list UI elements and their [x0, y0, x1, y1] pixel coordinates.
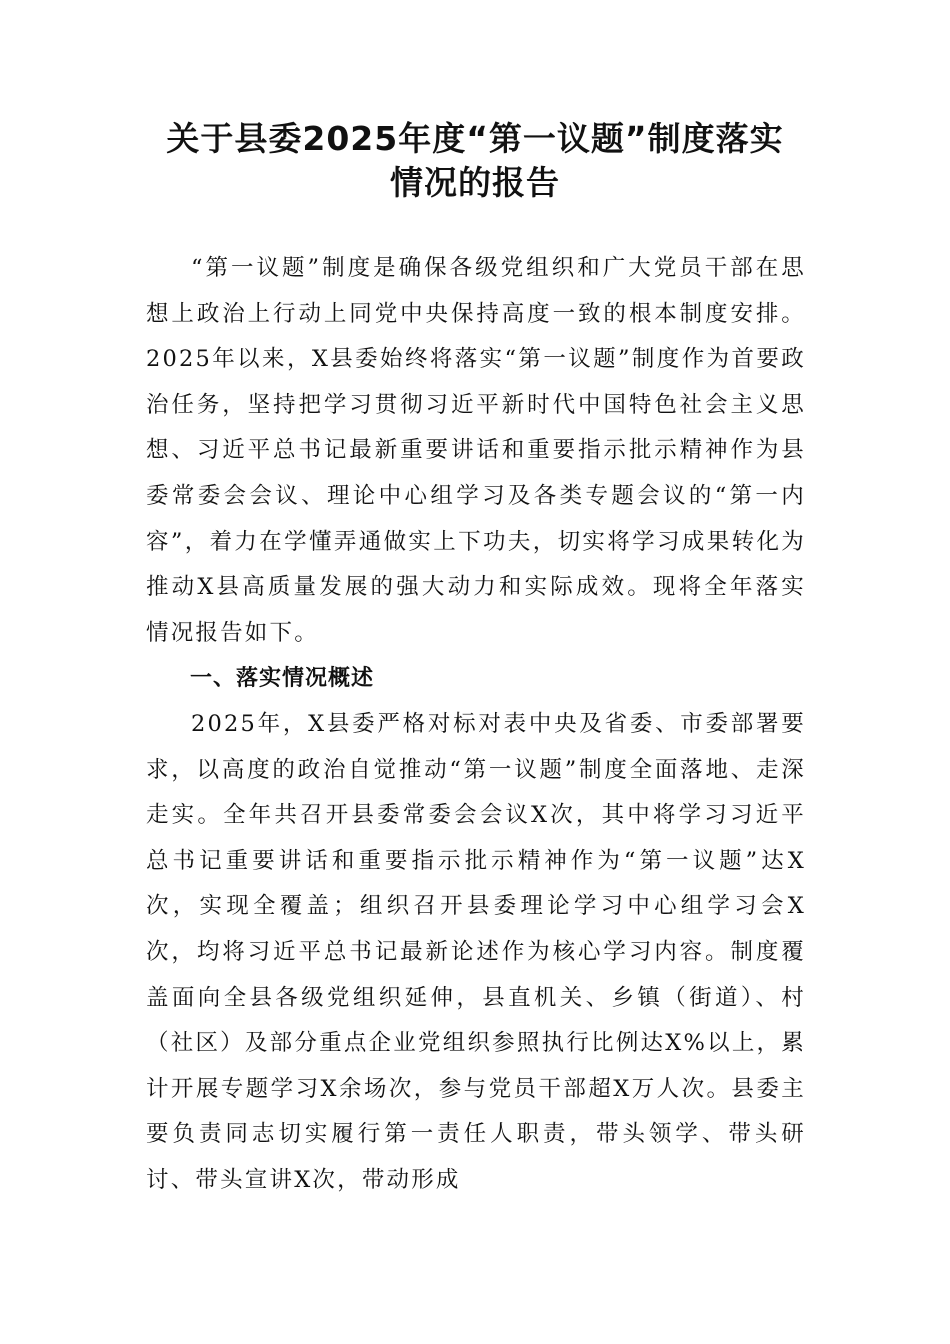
- document-title-line-1: 关于县委2025年度“第一议题”制度落实: [166, 119, 784, 158]
- document-body: [146, 246, 806, 1203]
- section-heading: 一、落实情况概述: [190, 666, 375, 692]
- intro-paragraph: “第一议题”制度是确保各级党组织和广大党员干部在思想上政治上行动上同党中央保持高度一致的根本制度安排。2025年以来，X县委始终将落实“第一议题”制度作为首要政治任务，坚持把学习贯彻习近平新时代中国特色社会主义思想、习近平总书记最新重要讲话和重要指示批示精神作为县委常委会会议、理论中心组学习及各类专题会议的“第一内容”，着力在学懂弄通做实上下功夫，切实将学习成果转化为推动X县高质量发展的强大动力和实际成效。现将全年落实情况报告如下。: [146, 255, 806, 646]
- document-title-line-2: 情况的报告: [390, 163, 560, 202]
- section-paragraph: 2025年，X县委严格对标对表中央及省委、市委部署要求，以高度的政治自觉推动“第一议题”制度全面落地、走深走实。全年共召开县委常委会会议X次，其中将学习习近平总书记重要讲话和重要指示批示精神作为“第一议题”达X次，实现全覆盖；组织召开县委理论学习中心组学习会X次，均将习近平总书记最新论述作为核心学习内容。制度覆盖面向全县各级党组织延伸，县直机关、乡镇（街道）、村（社区）及部分重点企业党组织参照执行比例达X%以上，累计开展专题学习X余场次，参与党员干部超X万人次。县委主要负责同志切实履行第一责任人职责，带头领学、带头研讨、带头宣讲X次，带动形成: [146, 710, 806, 1193]
